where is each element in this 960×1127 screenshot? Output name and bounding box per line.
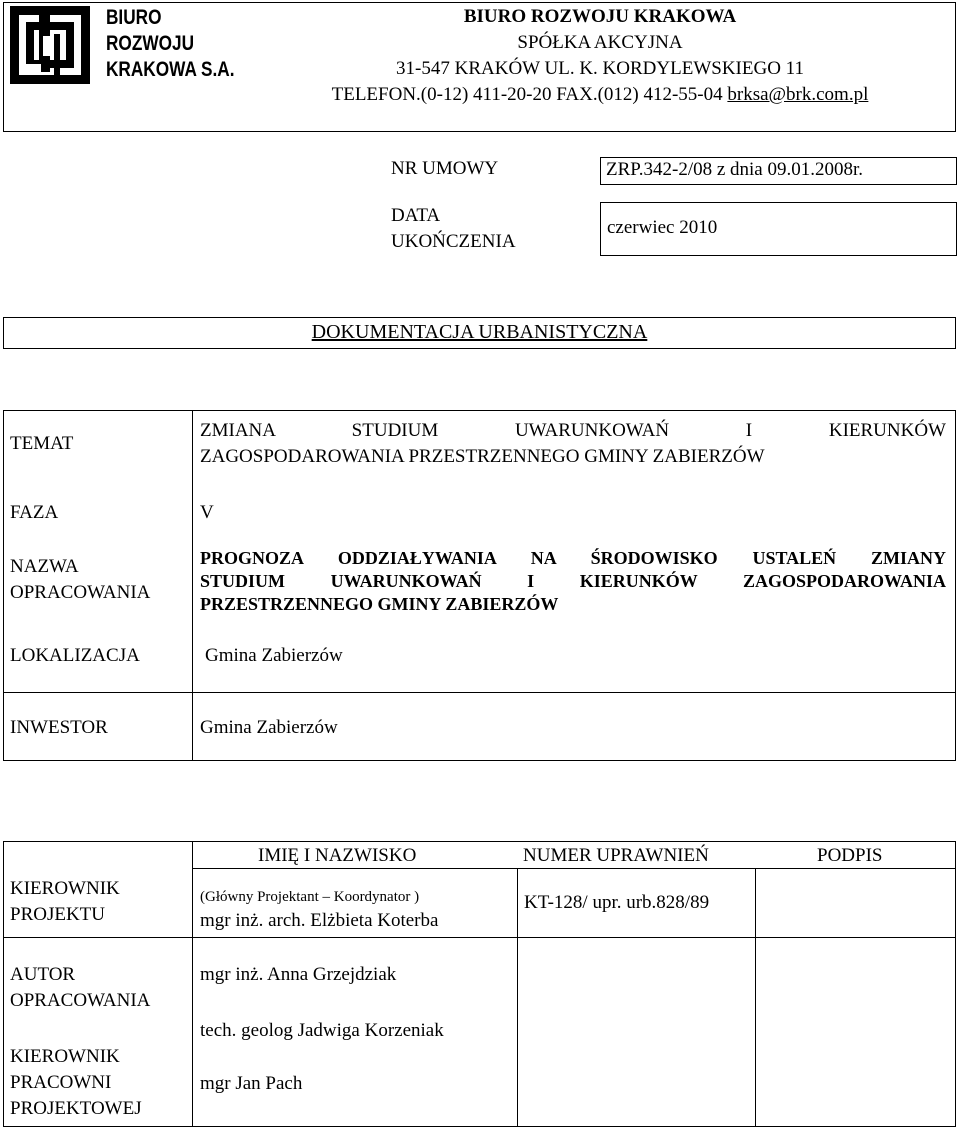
staff-row-divider xyxy=(3,937,956,938)
author-label-line-2: OPRACOWANIA xyxy=(10,990,151,1011)
company-address: 31-547 KRAKÓW UL. K. KORDYLEWSKIEGO 11 xyxy=(396,58,804,79)
completion-date-label-line-1: DATA xyxy=(391,205,441,226)
document-name-label-line-1: NAZWA xyxy=(10,556,79,577)
document-name-label-line-2: OPRACOWANIA xyxy=(10,582,151,603)
document-type-title: DOKUMENTACJA URBANISTYCZNA xyxy=(311,321,648,343)
topic-value-line-1: ZMIANA STUDIUM UWARUNKOWAŃ I KIERUNKÓW xyxy=(200,420,946,441)
contact-phone-fax: TELEFON.(0-12) 411-20-20 FAX.(012) 412-55-04 xyxy=(331,84,728,105)
completion-date-value: czerwiec 2010 xyxy=(607,217,718,238)
logo-text-line-1: BIURO xyxy=(106,6,162,29)
document-name-value-line-2: STUDIUM UWARUNKOWAŃ I KIERUNKÓW ZAGOSPODAROWANIA xyxy=(200,571,946,591)
office-head-name: mgr Jan Pach xyxy=(200,1073,303,1094)
investor-value: Gmina Zabierzów xyxy=(200,717,338,738)
office-head-label-line-3: PROJEKTOWEJ xyxy=(10,1098,142,1119)
author-name-2: tech. geolog Jadwiga Korzeniak xyxy=(200,1020,444,1041)
company-logo-icon xyxy=(10,6,90,84)
table-column-divider xyxy=(192,410,193,761)
table-row-divider xyxy=(3,692,956,693)
phase-value: V xyxy=(200,502,214,523)
author-label-line-1: AUTOR xyxy=(10,964,76,985)
investor-label: INWESTOR xyxy=(10,717,108,738)
project-manager-license: KT-128/ upr. urb.828/89 xyxy=(524,892,710,913)
project-manager-name: mgr inż. arch. Elżbieta Koterba xyxy=(200,910,439,931)
column-header-license: NUMER UPRAWNIEŃ xyxy=(523,845,709,866)
company-name: BIURO ROZWOJU KRAKOWA xyxy=(463,6,737,27)
column-header-signature: PODPIS xyxy=(817,845,883,866)
project-manager-label-line-2: PROJEKTU xyxy=(10,904,106,925)
company-form: SPÓŁKA AKCYJNA xyxy=(517,32,683,53)
company-contact xyxy=(310,82,890,108)
project-manager-role: (Główny Projektant – Koordynator ) xyxy=(200,889,420,905)
column-header-name: IMIĘ I NAZWISKO xyxy=(258,845,417,866)
office-head-label-line-1: KIEROWNIK xyxy=(10,1046,120,1067)
completion-date-label-line-2: UKOŃCZENIA xyxy=(391,231,516,252)
staff-column-divider-1 xyxy=(192,841,193,1127)
phase-label: FAZA xyxy=(10,502,59,523)
staff-table xyxy=(3,841,956,1127)
contract-number-label: NR UMOWY xyxy=(391,158,499,179)
topic-label: TEMAT xyxy=(10,433,74,454)
staff-column-divider-3 xyxy=(755,868,756,1127)
office-head-label-line-2: PRACOWNI xyxy=(10,1072,112,1093)
project-manager-label-line-1: KIEROWNIK xyxy=(10,878,120,899)
location-value: Gmina Zabierzów xyxy=(205,645,343,666)
staff-column-divider-2 xyxy=(517,868,518,1127)
author-name-1: mgr inż. Anna Grzejdziak xyxy=(200,964,397,985)
email-link[interactable]: brksa@brk.com.pl xyxy=(727,84,869,105)
document-name-value-line-1: PROGNOZA ODDZIAŁYWANIA NA ŚRODOWISKO USTALEŃ ZMIANY xyxy=(200,548,946,568)
topic-value-line-2: ZAGOSPODAROWANIA PRZESTRZENNEGO GMINY ZABIERZÓW xyxy=(200,446,765,467)
logo-text-line-3: KRAKOWA S.A. xyxy=(106,58,235,81)
logo-text-line-2: ROZWOJU xyxy=(106,32,195,55)
location-label: LOKALIZACJA xyxy=(10,645,140,666)
staff-header-divider xyxy=(192,868,956,869)
document-name-value-line-3: PRZESTRZENNEGO GMINY ZABIERZÓW xyxy=(200,594,559,614)
contract-number-value: ZRP.342-2/08 z dnia 09.01.2008r. xyxy=(606,159,864,180)
